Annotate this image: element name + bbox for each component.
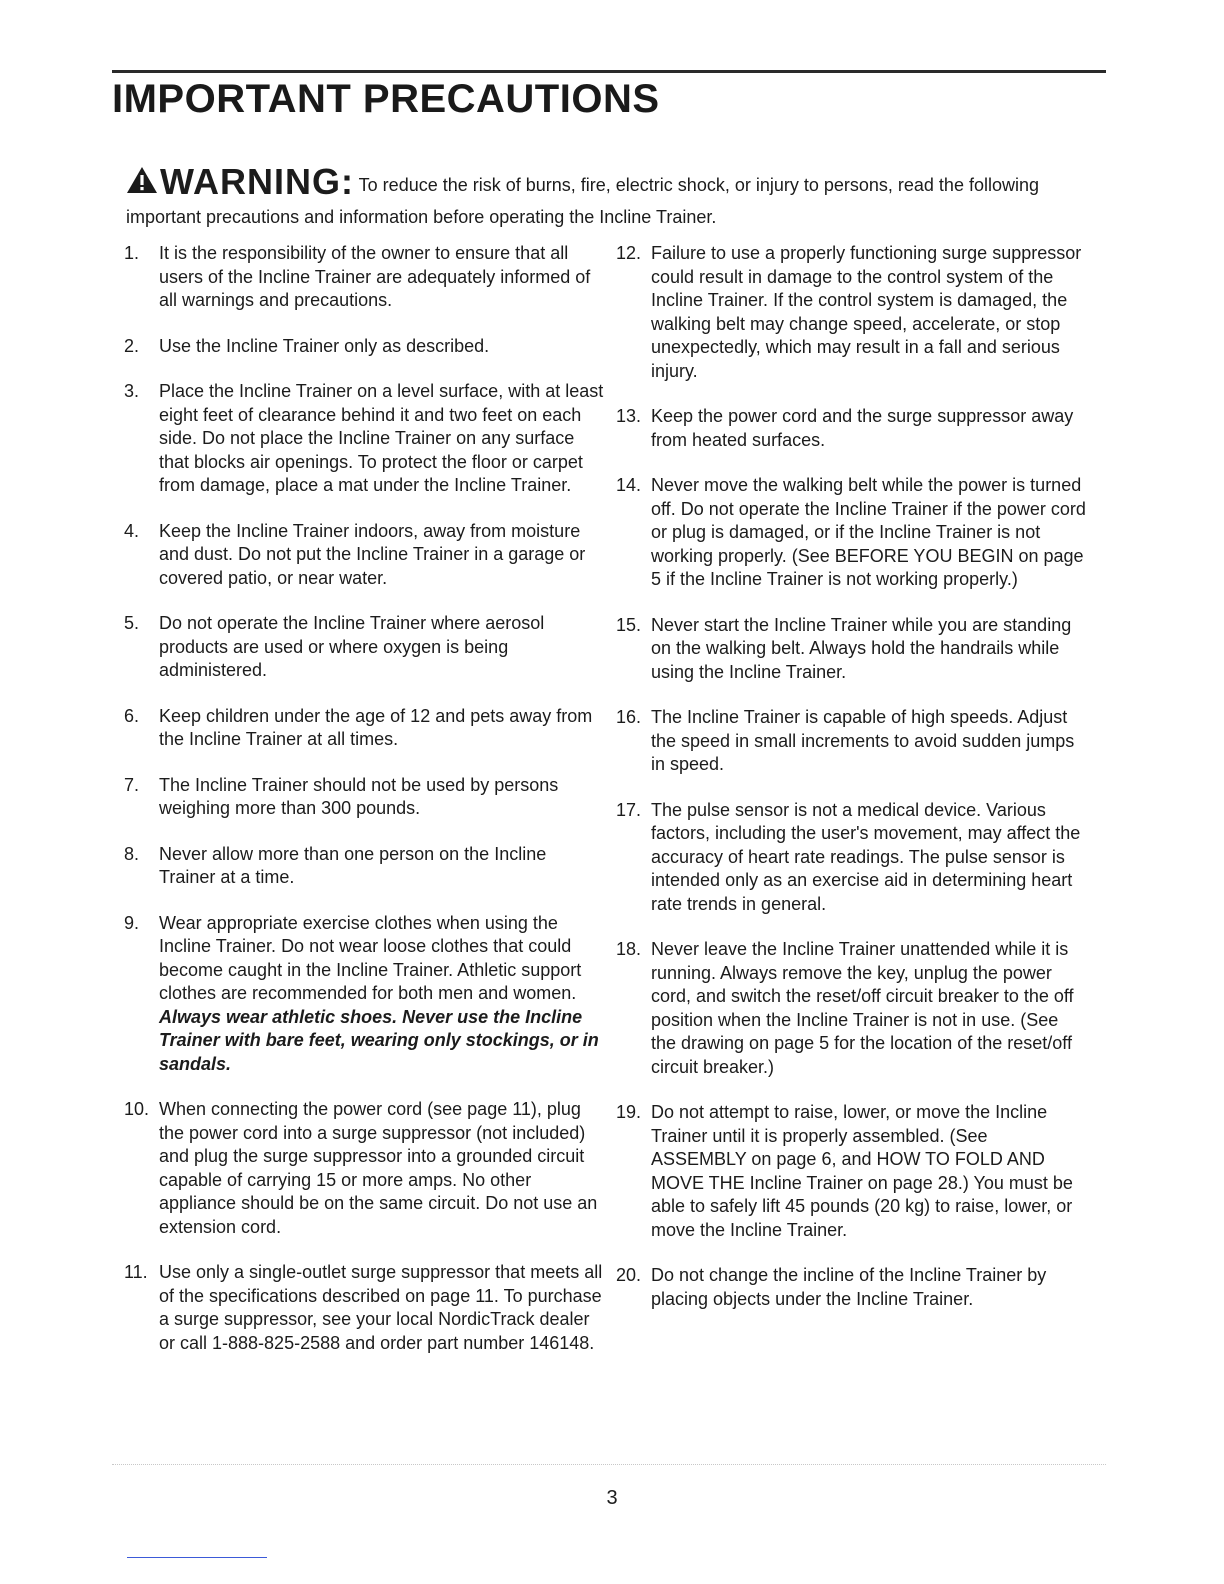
precaution-number: 6. — [124, 705, 140, 726]
precaution-number: 18. — [616, 939, 642, 959]
precaution-item — [124, 520, 604, 591]
precaution-number: 11. — [124, 1262, 148, 1282]
precaution-text: Never move the walking belt while the power is turned off. Do not operate the Incline Trainer if the power cord or plug is damaged, or if the Incline Trainer is not working properly. (See BEFORE YOU BEGIN on page 5 if the Incline Trainer is not working properly.) — [651, 475, 1086, 589]
precaution-text-block — [159, 242, 604, 313]
precaution-number: 13. — [616, 406, 642, 426]
page-number: 3 — [606, 1487, 618, 1509]
precaution-number: 14. — [616, 475, 642, 495]
precaution-item — [616, 1264, 1086, 1311]
precaution-text-block — [651, 799, 1086, 917]
warning-triangle-icon — [126, 165, 158, 203]
precaution-text: Use only a single-outlet surge suppressor that meets all of the specifications described on page 11. To purchase a surge suppressor, see your local NordicTrack dealer or call 1-888-825-2588 and order part number 146148. — [159, 1262, 603, 1353]
precaution-text: The Incline Trainer is capable of high speeds. Adjust the speed in small increments to avoid sudden jumps in speed. — [651, 707, 1075, 774]
precaution-text-block — [651, 1101, 1086, 1242]
right-column — [616, 242, 1086, 1333]
precaution-number: 9. — [124, 912, 140, 933]
precaution-text: Keep the power cord and the surge suppressor away from heated surfaces. — [651, 406, 1074, 450]
precaution-text: Failure to use a properly functioning surge suppressor could result in damage to the control system of the Incline Trainer. If the control system is damaged, the walking belt may change speed, accelerate, or stop unexpectedly, which may result in a fall and serious injury. — [651, 243, 1082, 381]
precaution-item — [616, 405, 1086, 452]
precaution-item — [616, 706, 1086, 777]
footer-link-line — [127, 1557, 267, 1558]
precaution-item — [616, 938, 1086, 1079]
precaution-item — [124, 774, 604, 821]
precaution-item — [124, 335, 604, 359]
precaution-text: Never leave the Incline Trainer unattended while it is running. Always remove the key, unplug the power cord, and switch the reset/off circuit breaker to the off position when the Incline Trainer is not in use. (See the drawing on page 5 for the location of the reset/off circuit breaker.) — [651, 939, 1074, 1077]
precaution-number: 7. — [124, 774, 140, 795]
precaution-item — [616, 799, 1086, 917]
precaution-text: It is the responsibility of the owner to ensure that all users of the Incline Trainer are adequately informed of all warnings and precautions. — [159, 243, 591, 310]
left-column — [124, 242, 604, 1377]
precaution-text: Keep the Incline Trainer indoors, away from moisture and dust. Do not put the Incline Trainer in a garage or covered patio, or near water. — [159, 520, 586, 588]
precaution-text-block — [159, 705, 604, 752]
precaution-emphasis: Always wear athletic shoes. Never use the Incline Trainer with bare feet, wearing only stockings, or in sandals. — [159, 1006, 599, 1074]
precaution-text: Do not attempt to raise, lower, or move the Incline Trainer until it is properly assembled. (See ASSEMBLY on page 6, and HOW TO FOLD AND MOVE THE Incline Trainer on page 28.) You must be able to safely lift 45 pounds (20 kg) to raise, lower, or move the Incline Trainer. — [651, 1102, 1073, 1240]
precaution-text: Never start the Incline Trainer while you are standing on the walking belt. Always hold the handrails while using the Incline Trainer. — [651, 614, 1072, 682]
precaution-item — [124, 380, 604, 498]
bottom-rule — [112, 1464, 1106, 1465]
precaution-text: Never allow more than one person on the Incline Trainer at a time. — [159, 843, 547, 887]
top-rule — [112, 70, 1106, 73]
precaution-text: The pulse sensor is not a medical device. Various factors, including the user's movement, may affect the accuracy of heart rate readings. The pulse sensor is intended only as an exercise aid in determining heart rate trends in general. — [651, 799, 1081, 914]
precaution-item — [616, 614, 1086, 685]
precaution-number: 2. — [124, 335, 140, 356]
precaution-text: When connecting the power cord (see page 11), plug the power cord into a surge suppressor (not included) and plug the surge suppressor into a grounded circuit capable of carrying 15 or more amps. No other appliance should be on the same circuit. Do not use an extension cord. — [159, 1099, 598, 1237]
precaution-text-block — [159, 843, 604, 890]
precaution-item — [616, 1101, 1086, 1242]
precaution-text: Use the Incline Trainer only as described. — [159, 335, 490, 356]
precaution-text-block — [159, 335, 604, 359]
warning-word: WARNING: — [160, 161, 354, 202]
precaution-number: 8. — [124, 843, 140, 864]
precaution-number: 5. — [124, 613, 140, 633]
precaution-text: Keep children under the age of 12 and pets away from the Incline Trainer at all times. — [159, 705, 593, 749]
precaution-text-block — [159, 912, 604, 1077]
precaution-item — [124, 1098, 604, 1239]
precaution-item — [616, 242, 1086, 383]
precaution-item — [124, 612, 604, 683]
precaution-number: 1. — [124, 243, 140, 263]
page-title: IMPORTANT PRECAUTIONS — [112, 77, 660, 121]
precaution-text-block — [651, 706, 1086, 777]
precaution-text-block — [651, 405, 1086, 452]
precaution-text-block — [159, 774, 604, 821]
precaution-number: 15. — [616, 614, 642, 635]
precaution-item — [124, 1261, 604, 1355]
precaution-number: 12. — [616, 243, 642, 263]
precaution-item — [616, 474, 1086, 592]
precaution-text-block — [159, 520, 604, 591]
precaution-text-block — [651, 474, 1086, 592]
precaution-number: 17. — [616, 799, 642, 820]
precaution-text-block — [651, 1264, 1086, 1311]
precaution-item — [124, 912, 604, 1077]
precaution-text-block — [651, 242, 1086, 383]
precaution-text: The Incline Trainer should not be used by persons weighing more than 300 pounds. — [159, 774, 559, 818]
precaution-text: Wear appropriate exercise clothes when using the Incline Trainer. Do not wear loose clothes that could become caught in the Incline Trainer. Athletic support clothes are recommended for both men and women. — [159, 912, 582, 1003]
precaution-text-block — [159, 380, 604, 498]
precaution-number: 3. — [124, 381, 140, 401]
precaution-number: 20. — [616, 1265, 642, 1285]
warning-text: To reduce the risk of burns, fire, electric shock, or injury to persons, read the following important precautions and information before operating the Incline Trainer. — [126, 175, 1039, 227]
precaution-text: Do not operate the Incline Trainer where aerosol products are used or where oxygen is being administered. — [159, 613, 545, 680]
precaution-text-block — [159, 612, 604, 683]
precaution-text-block — [159, 1098, 604, 1239]
precaution-item — [124, 242, 604, 313]
precaution-text: Place the Incline Trainer on a level surface, with at least eight feet of clearance behind it and two feet on each side. Do not place the Incline Trainer on any surface that blocks air openings. To protect the floor or carpet from damage, place a mat under the Incline Trainer. — [159, 381, 604, 495]
precaution-number: 16. — [616, 707, 642, 727]
precaution-text-block — [651, 938, 1086, 1079]
precaution-item — [124, 705, 604, 752]
precaution-number: 4. — [124, 520, 140, 541]
warning-block — [126, 161, 1086, 231]
precaution-text-block — [159, 1261, 604, 1355]
precaution-number: 19. — [616, 1102, 642, 1122]
precaution-text: Do not change the incline of the Incline Trainer by placing objects under the Incline Trainer. — [651, 1265, 1047, 1309]
precaution-number: 10. — [124, 1099, 150, 1119]
precaution-text-block — [651, 614, 1086, 685]
precaution-item — [124, 843, 604, 890]
